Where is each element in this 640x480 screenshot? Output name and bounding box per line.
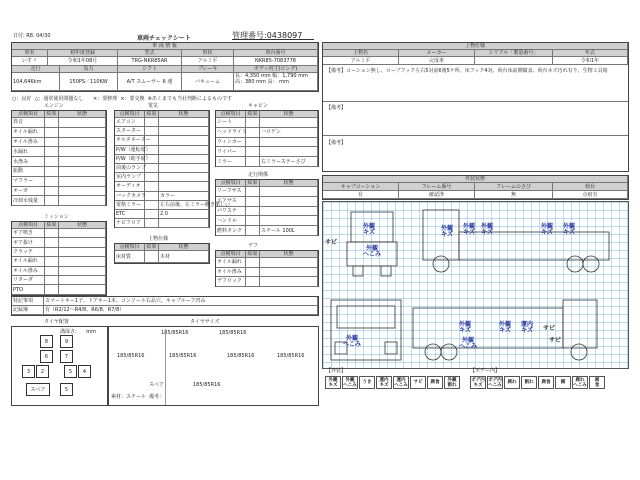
engine-item: オーガ: [12, 187, 45, 197]
outer-legend-item: 外観 キズ: [325, 376, 341, 389]
engine-table: 点検項目 結果 状態 異音 オイル漏れ オイル滲み 水漏れ 水滲み 振動 マフラー オーガ 冷却水残量: [11, 110, 107, 206]
tire-position-title: タイヤ配置: [44, 319, 69, 325]
cabin-result[interactable]: [246, 128, 260, 138]
engine-result[interactable]: [45, 118, 59, 128]
outer-legend-item: 外観 割れ: [444, 376, 460, 389]
inner-legend-title: 【ボデー内】: [470, 368, 501, 374]
mission-status: [59, 276, 106, 285]
col-header-body-dims: ボディ内寸(ロング): [234, 66, 318, 73]
engine-status: [59, 138, 106, 148]
running-result[interactable]: [246, 226, 260, 236]
inner-legend-item: 腐食: [538, 376, 554, 389]
cabin-table: 点検項目 結果 状態 シート ヘッドライト ハロゲン ウィンカー ワイパー ミラー 右ミラーステーさび: [215, 110, 319, 167]
tire-size-title: タイヤサイズ: [190, 319, 220, 325]
col-header-brake: ブレーキ: [182, 66, 234, 73]
electric-item: P/W（助手席）: [115, 155, 145, 164]
diff-title: デフ: [248, 243, 259, 249]
electric-status: [159, 146, 209, 155]
mission-item: クラッチ: [12, 248, 45, 257]
value-shift: A/T スムーサー 6 速: [118, 73, 182, 91]
running-result[interactable]: [246, 187, 260, 197]
value-first-reg: 令和1年08月: [48, 57, 118, 66]
vehicle-info-title: 車 両 情 報: [12, 43, 318, 50]
engine-result[interactable]: [45, 177, 59, 187]
value-body-dims: 長：4,350 mm 幅：1,790 mm 高：380 mm 高： mm: [234, 73, 318, 91]
inner-legend-item: ボデ内 キズ: [471, 377, 485, 388]
tire-position-box: [11, 326, 108, 406]
tire-slot-2[interactable]: 2: [36, 365, 49, 378]
electric-status: 左右前後、左ミラー側き酷しい: [159, 201, 209, 210]
outer-legend-item: サビ: [410, 376, 426, 389]
value-mileage: 104,646km: [12, 73, 60, 91]
running-status: スチール 100L: [260, 226, 318, 236]
engine-item: マフラー: [12, 177, 45, 187]
mounted-spec-box: 上物仕様 上物名 メーカー シリアル「製造番号」 年式 アルミ平 完成車 令和1年 【備考】コーション無し、ロープフック左右5対前6後5ケ所、床フック4対、荷台床前側腐食、荷台ネズ汚れ有り、生物工具箱 【備考】 【備考】: [322, 42, 629, 172]
electric-result[interactable]: [145, 155, 159, 164]
mission-item: オイル滲み: [12, 267, 45, 276]
engine-result[interactable]: [45, 187, 59, 197]
spare-label: スペア: [149, 382, 165, 388]
electric-result[interactable]: [145, 136, 159, 145]
tire-slot-5[interactable]: 5: [64, 365, 77, 378]
inner-legend-item: 腐れ: [504, 376, 520, 389]
engine-result[interactable]: [45, 157, 59, 167]
value-model: TRG-NKR85AR: [118, 57, 182, 66]
mounted_status-item: 床材質: [115, 251, 145, 263]
engine-result[interactable]: [45, 128, 59, 138]
tire-slot-9[interactable]: 9: [60, 335, 73, 348]
diff-item: デフロック: [216, 277, 246, 287]
cabin-item: ウィンカー: [216, 138, 246, 148]
mission-result[interactable]: [45, 257, 59, 266]
diff-table: 点検項目 結果 状態 オイル漏れ オイル滲み デフロック: [215, 250, 319, 287]
engine-result[interactable]: [45, 167, 59, 177]
engine-status: [59, 118, 106, 128]
mounted-remarks: 【備考】コーション無し、ロープフック左右5対前6後5ケ所、床フック4対、荷台床前側腐食、荷台ネズ汚れ有り、生物工具箱: [326, 68, 608, 74]
electric-table: 点検項目 結果 状態 エアコン スターター オルタネーター P/W（運転席） P/W（助手席） 前後のランプ 室内ランプ オーディオ バックカメラ カラー 電格ミラー 左右前後、左ミラー側き酷しい ETC 2.0 ナビフロア: [114, 110, 210, 228]
mission-item: オイル漏れ: [12, 257, 45, 266]
cabin-item: ヘッドライト: [216, 128, 246, 138]
cabin-status: [260, 118, 318, 128]
electric-item: 電格ミラー: [115, 201, 145, 210]
mounted-status-table: 点検項目 結果 状態 床材質 木材: [114, 243, 210, 264]
mission-result[interactable]: [45, 267, 59, 276]
electric-result[interactable]: [145, 219, 159, 228]
diff-status: [260, 268, 318, 278]
tire-slot-7[interactable]: 7: [60, 350, 73, 363]
mission-item: ギア抜け: [12, 238, 45, 247]
electric-result[interactable]: [145, 173, 159, 182]
engine-status: [59, 177, 106, 187]
col-header-chassis: 車台番号: [234, 50, 318, 57]
mission-item: リターダ: [12, 276, 45, 285]
electric-item: 室内ランプ: [115, 173, 145, 182]
engine-item: 水漏れ: [12, 147, 45, 157]
diff-item: オイル滲み: [216, 268, 246, 278]
mounted_status-result[interactable]: [145, 251, 159, 263]
electric-status: [159, 155, 209, 164]
engine-status: [59, 157, 106, 167]
running-item: ハンドル: [216, 216, 246, 226]
electric-result[interactable]: [145, 146, 159, 155]
cabin-item: シート: [216, 118, 246, 128]
col-header-power: 馬力: [60, 66, 118, 73]
diff-result[interactable]: [246, 258, 260, 268]
electric-item: エアコン: [115, 118, 145, 127]
cabin-status: 右ミラーステーさび: [260, 157, 318, 167]
running-status: [260, 187, 318, 197]
electric-title: 電気: [148, 103, 159, 109]
engine-status: [59, 167, 106, 177]
electric-item: オーディオ: [115, 182, 145, 191]
cabin-status: ハロゲン: [260, 128, 318, 138]
running-status: [260, 207, 318, 217]
cabin-status: [260, 138, 318, 148]
electric-item: オルタネーター: [115, 136, 145, 145]
diff-status: [260, 258, 318, 268]
diff-result[interactable]: [246, 277, 260, 287]
mission-status: [59, 248, 106, 257]
value-make: いすゞ: [12, 57, 48, 66]
management-number: 0438097: [266, 31, 303, 40]
electric-result[interactable]: [145, 192, 159, 201]
mission-title: ミッション: [44, 214, 69, 220]
running-item: パワステ: [216, 207, 246, 217]
electric-status: [159, 182, 209, 191]
tire-size-box: 185/85R16 185/85R16 185/85R16 185/85R16 185/85R16 185/85R16 スペア 185/85R16 素材：スチール 備考：: [108, 326, 319, 406]
col-header-shape: 形状: [182, 50, 234, 57]
running-item: 燃料タンク: [216, 226, 246, 236]
engine-item: 冷却水残量: [12, 196, 45, 206]
tire-slot-6[interactable]: 6: [40, 350, 53, 363]
engine-status: [59, 147, 106, 157]
mission-status: [59, 229, 106, 238]
inner-legend-item: ボデ内 へこみ: [488, 377, 502, 388]
engine-status: [59, 196, 106, 206]
inner-legend-item: 腐れ へこみ: [573, 377, 587, 388]
outer-legend-item: 腐食: [427, 376, 443, 389]
engine-item: 振動: [12, 167, 45, 177]
electric-result[interactable]: [145, 127, 159, 136]
wheel-material: 素材：スチール: [111, 394, 146, 400]
running-table: 点検項目 結果 状態 リーフサス エアサス パワステ ハンドル 燃料タンク スチール 100L: [215, 179, 319, 236]
mounted-status-title: 上物仕様: [148, 236, 169, 242]
value-brake: バキューム: [182, 73, 234, 91]
inner-legend-item: 錆: [555, 376, 571, 389]
col-header-model: 型式: [118, 50, 182, 57]
running-result[interactable]: [246, 216, 260, 226]
title-underline: [232, 39, 314, 40]
engine-title: エンジン: [44, 103, 64, 109]
electric-item: P/W（運転席）: [115, 146, 145, 155]
check-legend: ○：良好 △：通常使用問題なし ×：要修理 ×：要交換 ※あくまでも当社判断によるものです: [12, 96, 232, 102]
electric-result[interactable]: [145, 210, 159, 219]
outer-legend-item: うき: [359, 376, 375, 389]
mission-result[interactable]: [45, 238, 59, 247]
cabin-status: [260, 147, 318, 157]
outer-legend-item: 運内 キズ: [376, 376, 392, 389]
mission-item: ギア鳴き: [12, 229, 45, 238]
mission-status: [59, 257, 106, 266]
document-title: 車両チェックシート: [137, 35, 191, 42]
diff-item: オイル漏れ: [216, 258, 246, 268]
running-title: 走行関係: [248, 172, 269, 178]
electric-status: [159, 219, 209, 228]
mission-status: [59, 285, 106, 294]
special-notes-text: スマートキー1子、ドアキー1本、コンソール右品穴、キャブルーフ凹み: [44, 297, 318, 306]
electric-result[interactable]: [145, 164, 159, 173]
electric-result[interactable]: [145, 118, 159, 127]
engine-status: [59, 128, 106, 138]
electric-status: [159, 118, 209, 127]
running-status: [260, 216, 318, 226]
date-label: 日付: R8. 04/30: [13, 33, 51, 39]
tire-slot-5b[interactable]: 5: [60, 383, 73, 396]
tire-slot-4[interactable]: 4: [78, 365, 91, 378]
col-header-mileage: 走行: [12, 66, 60, 73]
electric-status: [159, 136, 209, 145]
electric-item: スターター: [115, 127, 145, 136]
electric-result[interactable]: [145, 182, 159, 191]
running-item: リーフサス: [216, 187, 246, 197]
col-header-shift: シフト: [118, 66, 182, 73]
electric-item: 前後のランプ: [115, 164, 145, 173]
electric-status: [159, 164, 209, 173]
engine-result[interactable]: [45, 196, 59, 206]
running-result[interactable]: [246, 197, 260, 207]
mission-result[interactable]: [45, 276, 59, 285]
mission-item: PTO: [12, 285, 45, 294]
value-shape: アルミ平: [182, 57, 234, 66]
record-book-text: 有（R2/12〜R4/8、R6/8、R7/8）: [44, 306, 318, 315]
value-power: 150PS／110KW: [60, 73, 118, 91]
tire-slot-spare[interactable]: スペア: [26, 383, 50, 396]
engine-item: オイル漏れ: [12, 128, 45, 138]
cabin-result[interactable]: [246, 157, 260, 167]
value-chassis: NKR85-7083778: [234, 57, 318, 66]
cabin-title: キャビン: [248, 103, 269, 109]
diff-result[interactable]: [246, 268, 260, 278]
electric-status: [159, 173, 209, 182]
engine-result[interactable]: [45, 147, 59, 157]
mission-result[interactable]: [45, 248, 59, 257]
mission-table: 点検項目 結果 状態 ギア鳴き ギア抜け クラッチ オイル漏れ オイル滲み リターダ PTO: [11, 221, 107, 296]
engine-item: オイル滲み: [12, 138, 45, 148]
outer-legend-item: 外観 へこみ: [343, 377, 357, 388]
running-result[interactable]: [246, 207, 260, 217]
management-label: 管理番号:0438097: [232, 31, 303, 40]
cabin-item: ミラー: [216, 157, 246, 167]
special-notes: 特記事項 スマートキー1子、ドアキー1本、コンソール右品穴、キャブルーフ凹み 記録簿 有（R2/12〜R4/8、R6/8、R7/8）: [11, 296, 319, 316]
vehicle-info-table: [11, 42, 319, 92]
col-header-first-reg: 初年度登録: [48, 50, 118, 57]
cabin-result[interactable]: [246, 147, 260, 157]
electric-status: カラー: [159, 192, 209, 201]
mission-status: [59, 238, 106, 247]
cabin-result[interactable]: [246, 118, 260, 128]
diff-status: [260, 277, 318, 287]
mission-result[interactable]: [45, 229, 59, 238]
mission-result[interactable]: [45, 285, 59, 294]
exterior-state-table: 外装状態 キャブコーション フレーム番号 フレームのさび 荷台 有 確認済 無 点痕有: [322, 175, 629, 200]
cabin-result[interactable]: [246, 138, 260, 148]
truck-damage-diagram: 外観 キズ 外観 キズ 外観 キズ サビ 外観 へこみ 外観 キズ 外観 キズ 外観 キズ 外観 キズ 外観 キズ 運内 キズ サビ 外観 へこみ 外観 へこみ サビ: [322, 201, 629, 369]
outer-legend-item: 運内 へこみ: [394, 377, 408, 388]
cabin-item: ワイパー: [216, 147, 246, 157]
engine-status: [59, 187, 106, 197]
running-status: [260, 197, 318, 207]
inner-legend-item: 割れ: [521, 376, 537, 389]
mission-status: [59, 267, 106, 276]
spare-size: 185/85R16: [193, 382, 221, 388]
tire-slot-3[interactable]: 3: [22, 365, 35, 378]
outer-legend-title: 【外装】: [326, 368, 347, 374]
electric-status: 2.0: [159, 210, 209, 219]
engine-result[interactable]: [45, 138, 59, 148]
tire-note: 備考：: [149, 394, 165, 400]
engine-item: 異音: [12, 118, 45, 128]
tire-slot-8[interactable]: 8: [40, 335, 53, 348]
electric-status: [159, 127, 209, 136]
electric-result[interactable]: [145, 201, 159, 210]
running-item: エアサス: [216, 197, 246, 207]
electric-item: ETC: [115, 210, 145, 219]
engine-item: 水滲み: [12, 157, 45, 167]
electric-item: ナビフロア: [115, 219, 145, 228]
mounted_status-status: 木材: [159, 251, 209, 263]
electric-item: バックカメラ: [115, 192, 145, 201]
inner-legend-item: 腐 食: [589, 376, 605, 389]
col-header-make: 車名: [12, 50, 48, 57]
tread-depth-label: 溝深さ: mm: [60, 329, 96, 335]
